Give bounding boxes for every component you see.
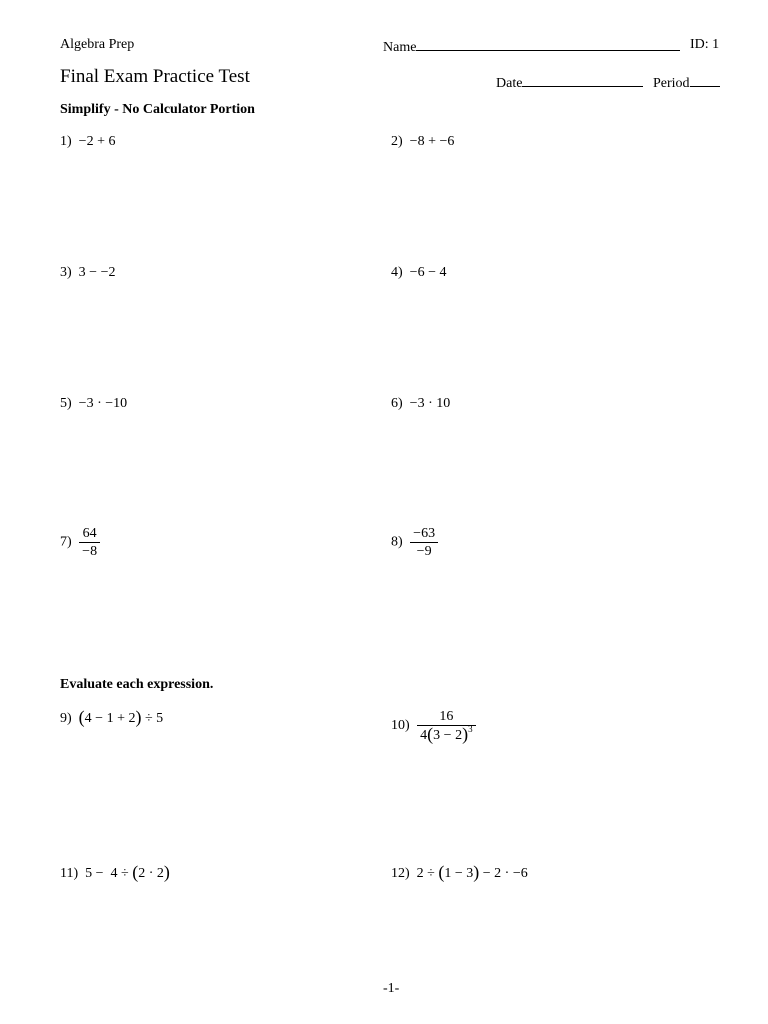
problem-9 xyxy=(60,707,163,728)
period-blank xyxy=(690,73,720,87)
problem-number: 4) xyxy=(391,265,403,280)
denominator-expression: 3 − 2 xyxy=(433,728,463,743)
problem-4 xyxy=(391,265,446,281)
denominator xyxy=(417,726,475,743)
problem-number: 9) xyxy=(60,711,72,726)
problem-11 xyxy=(60,862,170,883)
course-name: Algebra Prep xyxy=(60,37,135,52)
problem-expression: −6 − 4 xyxy=(409,265,447,280)
id-label: ID: 1 xyxy=(690,37,720,52)
problem-number: 8) xyxy=(391,534,403,550)
numerator: −63 xyxy=(410,526,438,543)
name-blank xyxy=(416,37,680,51)
problem-expression: −8 + −6 xyxy=(409,134,455,149)
name-line xyxy=(383,37,680,56)
problem-number: 11) xyxy=(60,866,79,881)
page-number: -1- xyxy=(383,981,400,996)
problem-number: 5) xyxy=(60,396,72,411)
fraction xyxy=(410,526,438,559)
fraction xyxy=(417,709,475,743)
name-label: Name xyxy=(383,40,417,55)
date-line xyxy=(496,73,643,92)
numerator: 16 xyxy=(417,709,475,726)
problem-2 xyxy=(391,134,454,150)
test-title: Final Exam Practice Test xyxy=(60,66,250,87)
problem-10 xyxy=(391,709,476,743)
close-paren: ) xyxy=(473,862,480,882)
problem-number: 2) xyxy=(391,134,403,149)
period-line xyxy=(653,73,720,92)
close-paren: ) xyxy=(135,707,142,727)
problem-8 xyxy=(391,526,438,559)
problem-3 xyxy=(60,265,115,281)
problem-12 xyxy=(391,862,528,883)
problem-expression-inner: 1 − 3 xyxy=(444,866,474,881)
problem-expression-tail: ÷ 5 xyxy=(141,711,164,726)
problem-number: 3) xyxy=(60,265,72,280)
problem-7 xyxy=(60,526,100,559)
problem-expression: −2 + 6 xyxy=(78,134,116,149)
open-paren: ( xyxy=(78,707,85,727)
denominator-coefficient: 4 xyxy=(420,728,428,743)
section-heading-evaluate: Evaluate each expression. xyxy=(60,677,214,692)
problem-number: 10) xyxy=(391,718,410,734)
open-paren: ( xyxy=(132,862,139,882)
problem-expression: 3 − −2 xyxy=(78,265,116,280)
problem-expression: −3 · −10 xyxy=(78,396,128,411)
problem-expression: −3 · 10 xyxy=(409,396,451,411)
section-heading-simplify: Simplify - No Calculator Portion xyxy=(60,102,255,117)
close-paren: ) xyxy=(163,862,170,882)
problem-5 xyxy=(60,396,127,412)
problem-number: 6) xyxy=(391,396,403,411)
problem-number: 12) xyxy=(391,866,410,881)
problem-expression: 2 ÷ xyxy=(416,866,439,881)
problem-number: 1) xyxy=(60,134,72,149)
problem-expression: 4 − 1 + 2 xyxy=(84,711,136,726)
problem-expression: 5 − 4 ÷ xyxy=(85,866,133,881)
fraction xyxy=(79,526,100,559)
date-label: Date xyxy=(496,76,523,91)
problem-expression-tail: − 2 · −6 xyxy=(479,866,528,881)
problem-1 xyxy=(60,134,115,150)
denominator: −9 xyxy=(416,544,432,559)
period-label: Period xyxy=(653,76,690,91)
date-blank xyxy=(522,73,643,87)
problem-expression-inner: 2 · 2 xyxy=(138,866,164,881)
problem-6 xyxy=(391,396,450,412)
exponent: 3 xyxy=(468,724,473,734)
denominator: −8 xyxy=(82,544,98,559)
open-paren: ( xyxy=(427,724,434,744)
close-paren: ) xyxy=(462,724,469,744)
problem-number: 7) xyxy=(60,534,72,550)
numerator: 64 xyxy=(79,526,100,543)
open-paren: ( xyxy=(438,862,445,882)
